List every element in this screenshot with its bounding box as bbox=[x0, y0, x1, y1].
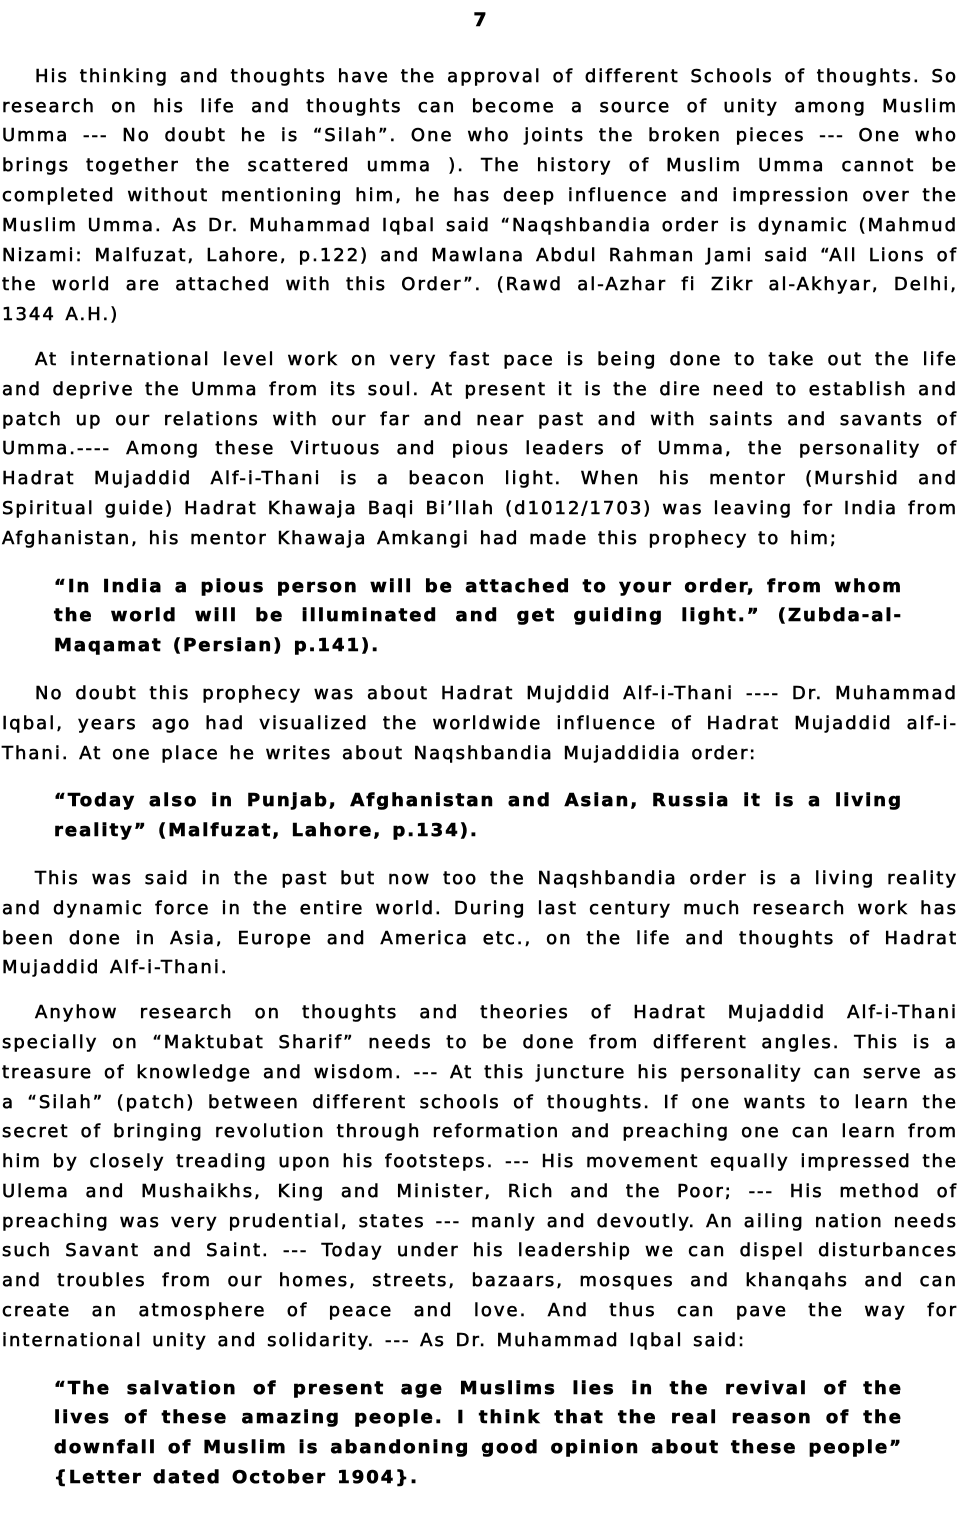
paragraph: No doubt this prophecy was about Hadrat Mujddid Alf-i-Thani ---- Dr. Muhammad Iqbal, years ago had visualized the worldwide influence of Hadrat Mujaddid alf-i-Thani. At one place he writes about Naqshbandia Mujaddidia order: bbox=[2, 682, 958, 764]
block-quote: “The salvation of present age Muslims lies in the revival of the lives of these amazing people. I think that the real reason of the downfall of Muslim is abandoning good opinion about these people” {Letter dated October 1904}. bbox=[54, 1377, 903, 1489]
block-quote: “Today also in Punjab, Afghanistan and Asian, Russia it is a living reality” (Malfuzat, Lahore, p.134). bbox=[54, 790, 903, 842]
block-quote: “In India a pious person will be attached to your order, from whom the world will be illuminated and get guiding light.” (Zubda-al-Maqamat (Persian) p.141). bbox=[54, 575, 903, 657]
paragraph: At international level work on very fast pace is being done to take out the life and deprive the Umma from its soul. At present it is the dire need to establish and patch up our relations with our far and near past and with saints and savants of Umma.---- Among these Virtuous and pious leaders of Umma, the personality of Hadrat Mujaddid Alf-i-Thani is a beacon light. When his mentor (Murshid and Spiritual guide) Hadrat Khawaja Baqi Bi’llah (d1012/1703) was leaving for India from Afghanistan, his mentor Khawaja Amkangi had made this prophecy to him; bbox=[2, 348, 958, 549]
paragraph: Anyhow research on thoughts and theories of Hadrat Mujaddid Alf-i-Thani specially on “Maktubat Sharif” needs to be done from different angles. This is a treasure of knowledge and wisdom. --- At this juncture his personality can serve as a “Silah” (patch) between different schools of thoughts. If one wants to learn the secret of bringing revolution through reformation and preaching one can learn from him by closely treading upon his footsteps. --- His movement equally impressed the Ulema and Mushaikhs, King and Minister, Rich and the Poor; --- His method of preaching was very prudential, states --- manly and devoutly. An ailing nation needs such Savant and Saint. --- Today under his leadership we can dispel disturbances and troubles from our homes, streets, bazaars, mosques and khanqahs and can create an atmosphere of peace and love. And thus can pave the way for international unity and solidarity. --- As Dr. Muhammad Iqbal said: bbox=[2, 1002, 958, 1351]
paragraph: His thinking and thoughts have the approval of different Schools of thoughts. So research on his life and thoughts can become a source of unity among Muslim Umma --- No doubt he is “Silah”. One who joints the broken pieces --- One who brings together the scattered umma ). The history of Muslim Umma cannot be completed without mentioning him, he has deep influence and impression over the Muslim Umma. As Dr. Muhammad Iqbal said “Naqshbandia order is dynamic (Mahmud Nizami: Malfuzat, Lahore, p.122) and Mawlana Abdul Rahman Jami said “All Lions of the world are attached with this Order”. (Rawd al-Azhar fi Zikr al-Akhyar, Delhi, 1344 A.H.) bbox=[2, 65, 958, 326]
page-number: 7 bbox=[473, 9, 487, 31]
paragraph: This was said in the past but now too the Naqshbandia order is a living reality and dynamic force in the entire world. During last century much research work has been done in Asia, Europe and America etc., on the life and thoughts of Hadrat Mujaddid Alf-i-Thani. bbox=[2, 867, 958, 979]
